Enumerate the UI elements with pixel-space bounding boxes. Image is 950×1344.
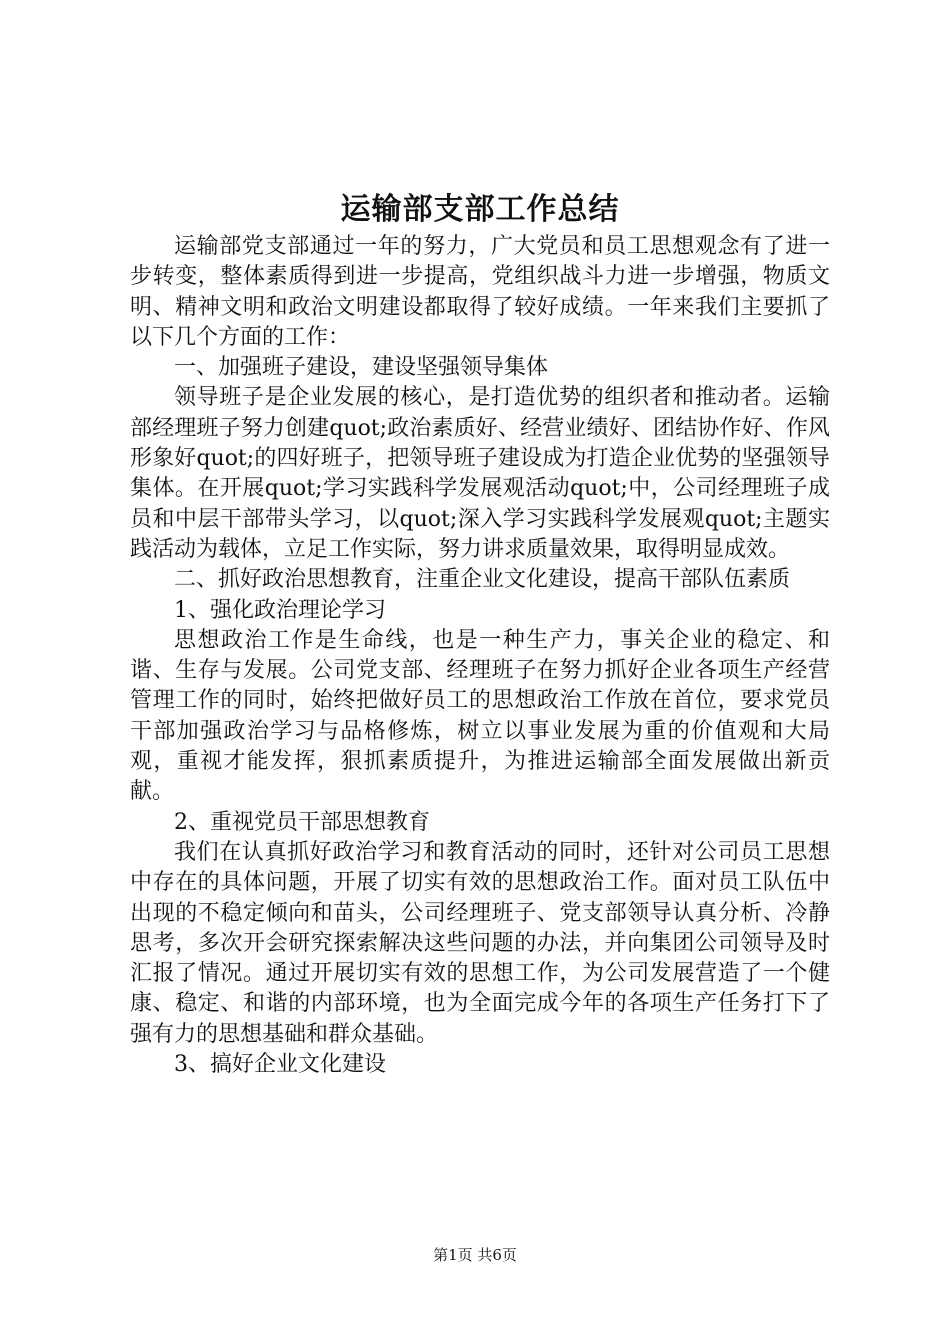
paragraph-leadership: 领导班子是企业发展的核心，是打造优势的组织者和推动者。运输部经理班子努力创建quot;政治素质好、经营业绩好、团结协作好、作风形象好quot;的四好班子，把领导班子建设成为打造企业优势的坚强领导集体。在开展quot;学习实践科学发展观活动quot;中，公司经理班子成员和中层干部带头学习，以quot;深入学习实践科学发展观quot;主题实践活动为载体，立足工作实际，努力讲求质量效果，取得明显成效。 bbox=[130, 385, 830, 562]
section-heading-1: 一、加强班子建设，建设坚强领导集体 bbox=[174, 355, 549, 381]
document-title: 运输部支部工作总结 bbox=[340, 192, 620, 227]
subheading-2-1: 1、强化政治理论学习 bbox=[174, 597, 386, 623]
paragraph-intro: 运输部党支部通过一年的努力，广大党员和员工思想观念有了进一步转变，整体素质得到进一步提高，党组织战斗力进一步增强，物质文明、精神文明和政治文明建设都取得了较好成绩。一年来我们主要抓了以下几个方面的工作： bbox=[130, 234, 830, 350]
page-footer: 第1页 共6页 bbox=[433, 1246, 517, 1264]
subheading-2-2: 2、重视党员干部思想教育 bbox=[174, 809, 430, 835]
paragraph-ideological-education: 我们在认真抓好政治学习和教育活动的同时，还针对公司员工思想中存在的具体问题，开展了切实有效的思想政治工作。面对员工队伍中出现的不稳定倾向和苗头，公司经理班子、党支部领导认真分析、冷静思考，多次开会研究探索解决这些问题的办法，并向集团公司领导及时汇报了情况。通过开展切实有效的思想工作，为公司发展营造了一个健康、稳定、和谐的内部环境，也为全面完成今年的各项生产任务打下了强有力的思想基础和群众基础。 bbox=[130, 839, 830, 1047]
subheading-2-3: 3、搞好企业文化建设 bbox=[174, 1052, 386, 1078]
section-heading-2: 二、抓好政治思想教育，注重企业文化建设，提高干部队伍素质 bbox=[174, 567, 791, 593]
paragraph-political-work: 思想政治工作是生命线，也是一种生产力，事关企业的稳定、和谐、生存与发展。公司党支部、经理班子在努力抓好企业各项生产经营管理工作的同时，始终把做好员工的思想政治工作放在首位，要求党员干部加强政治学习与品格修炼，树立以事业发展为重的价值观和大局观，重视才能发挥，狠抓素质提升，为推进运输部全面发展做出新贡献。 bbox=[130, 627, 830, 805]
document-body bbox=[130, 190, 830, 1080]
